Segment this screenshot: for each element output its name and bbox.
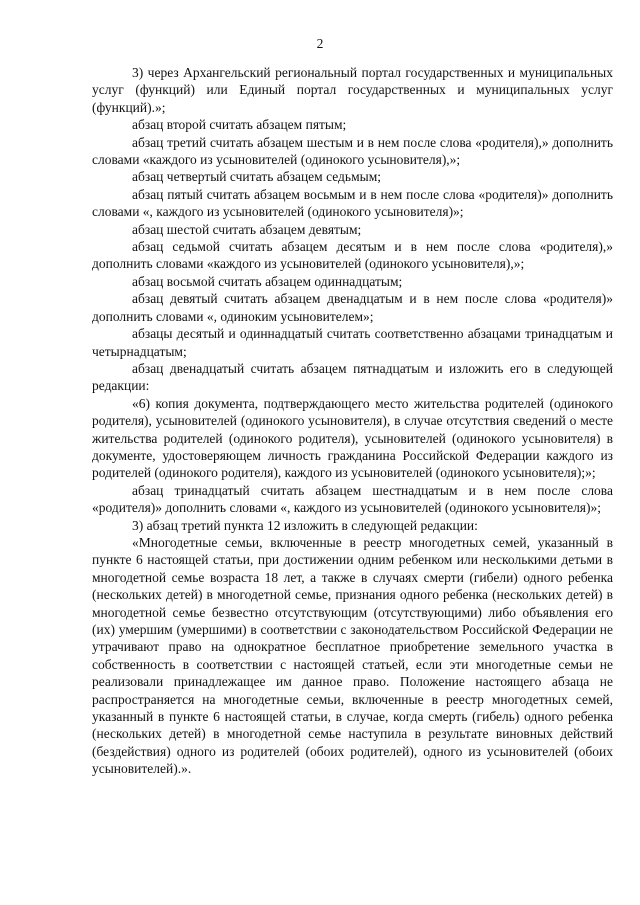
paragraph: абзац восьмой считать абзацем одиннадцатым;	[132, 273, 403, 289]
paragraph: абзац тринадцатый считать абзацем шестнадцатым и в нем после слова «родителя)» дополнить словами «, каждого из усыновителей (одинокого усыновителя)»;	[92, 482, 613, 516]
paragraph: абзац третий считать абзацем шестым и в нем после слова «родителя),» дополнить словами «каждого из усыновителей (одинокого усыновителя),»;	[92, 134, 613, 168]
paragraph: абзац девятый считать абзацем двенадцатым и в нем после слова «родителя)» дополнить словами «, одиноким усыновителем»;	[92, 291, 613, 324]
paragraph: абзац седьмой считать абзацем десятым и в нем после слова «родителя),» дополнить словами «каждого из усыновителей (одинокого усыновителя),»;	[92, 239, 613, 272]
paragraph: абзац пятый считать абзацем восьмым и в нем после слова «родителя)» дополнить словами «, каждого из усыновителей (одинокого усыновителя)»;	[92, 186, 613, 220]
paragraph: 3) через Архангельский региональный портал государственных и муниципальных услуг (функций) или Единый портал государственных и муниципальных услуг (функций).»;	[92, 65, 613, 115]
paragraph: абзац двенадцатый считать абзацем пятнадцатым и изложить его в следующей редакции:	[92, 360, 613, 394]
document-body	[92, 64, 613, 778]
paragraph: «Многодетные семьи, включенные в реестр многодетных семей, указанный в пункте 6 настоящей статьи, при достижении одним ребенком или несколькими детьми в многодетной семье возраста 18 лет, а также в случаях смерти (гибели) одного ребенка (нескольких детей) в многодетной семье, признания одного ребенка (нескольких детей) в многодетной семье безвестно отсутствующим (отсутствующими) либо объявления его (их) умершим (умершими) в соответствии с законодательством Российской Федерации не утрачивают право на однократное бесплатное приобретение земельного участка в собственность в соответствии с настоящей статьей, если эти многодетные семьи не реализовали принадлежащее им данное право. Положение настоящего абзаца не распространяется на многодетные семьи, включенные в реестр многодетных семей, указанный в пункте 6 настоящей статьи, в случае, когда смерть (гибель) одного ребенка (нескольких детей) в многодетной семье наступила в результате виновных действий (бездействия) одного из родителей (обоих родителей), одного из усыновителей (обоих усыновителей).».	[92, 534, 613, 777]
paragraph: «6) копия документа, подтверждающего место жительства родителей (одинокого родителя), усыновителей (одинокого усыновителя), в случае отсутствия сведений о месте жительства родителей (одинокого родителя), усыновителей (одинокого усыновителя) в документе, удостоверяющем личность гражданина Российской Федерации каждого из родителей (одинокого родителя), каждого из усыновителей (одинокого усыновителя);»;	[92, 395, 613, 481]
paragraph: 3) абзац третий пункта 12 изложить в следующей редакции:	[132, 517, 478, 533]
page-number: 2	[316, 36, 324, 51]
paragraph: абзац четвертый считать абзацем седьмым;	[132, 169, 381, 185]
paragraph: абзац второй считать абзацем пятым;	[132, 117, 347, 133]
paragraph: абзац шестой считать абзацем девятым;	[132, 221, 362, 237]
paragraph: абзацы десятый и одиннадцатый считать соответственно абзацами тринадцатым и четырнадцатым;	[92, 326, 613, 359]
